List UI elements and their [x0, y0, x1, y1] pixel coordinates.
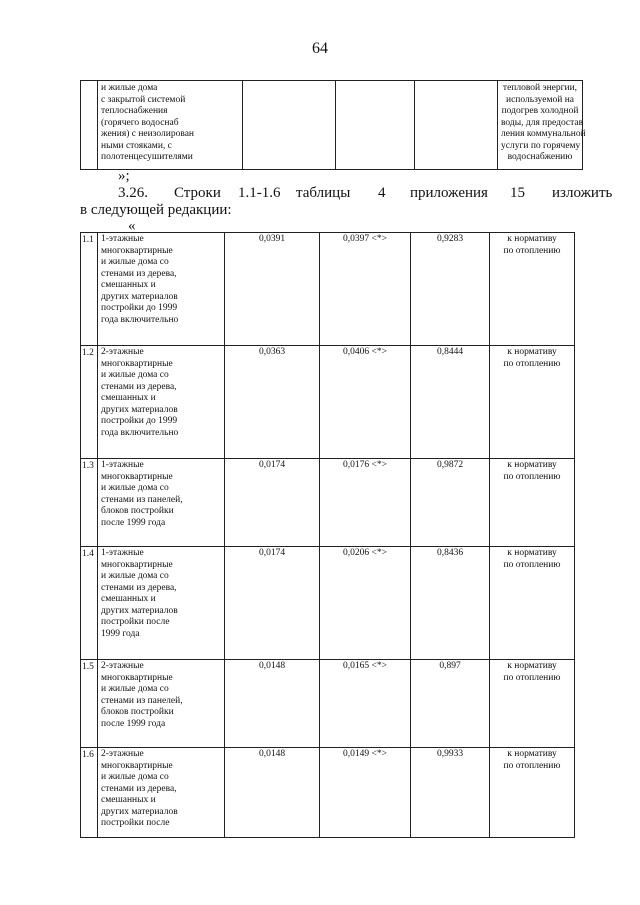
line: водоснабжению	[507, 152, 573, 162]
line: других материалов	[101, 605, 178, 616]
cell-value-3: 0,8436	[411, 547, 490, 660]
line: подогрев холодной	[501, 106, 579, 116]
cell-value-3: 0,8444	[411, 346, 490, 459]
table-row	[81, 233, 575, 346]
paragraph-word: 4	[378, 185, 386, 201]
table-row	[81, 660, 575, 748]
paragraph-word: приложения	[410, 185, 488, 201]
cell-value-1: 0,0148	[225, 660, 320, 748]
line: тепловой энергии,	[502, 83, 578, 93]
line: (горячего водоснаб	[101, 117, 179, 128]
paragraph-word: Строки	[174, 185, 221, 201]
cell-value-2: 0,0149 <*>	[320, 748, 411, 838]
line: с закрытой системой	[101, 94, 186, 105]
page-number: 64	[312, 40, 328, 57]
line: по отоплению	[503, 559, 561, 570]
table-row	[81, 81, 583, 170]
line: и жилые дома со	[101, 772, 169, 782]
line: к нормативу	[507, 548, 557, 558]
line: по отоплению	[503, 471, 561, 482]
line: к нормативу	[507, 460, 557, 470]
cell-value-1: 0,0148	[225, 748, 320, 838]
paragraph-line: в следующей редакции:	[80, 202, 232, 218]
line: постройки до 1999	[101, 416, 178, 426]
cell-number: 1.1	[81, 233, 98, 346]
paragraph-word: изложить	[552, 185, 613, 201]
line: после 1999 года	[101, 718, 166, 729]
line: 1-этажные	[101, 234, 144, 244]
line: смешанных и	[101, 280, 156, 290]
line: блоков постройки	[101, 707, 174, 717]
cell-number: 1.2	[81, 346, 98, 459]
table-row	[81, 346, 575, 459]
line: после 1999 года	[101, 517, 166, 528]
line: и жилые дома со	[101, 483, 169, 493]
line: постройки после	[101, 818, 170, 828]
continued-table	[80, 80, 586, 170]
paragraph-word: таблицы	[296, 185, 351, 201]
line: по отоплению	[503, 245, 561, 256]
line: стенами из дерева,	[101, 582, 177, 593]
cell-value-3: 0,897	[411, 660, 490, 748]
line: жения) с неизолирован	[101, 129, 195, 139]
paragraph-word: 15	[510, 185, 525, 201]
line: услуги по горячему	[501, 140, 581, 151]
cell-number: 1.4	[81, 547, 98, 660]
table-row	[81, 459, 575, 547]
line: к нормативу	[507, 749, 557, 759]
line: многоквартирные	[101, 471, 173, 482]
paragraph-word: 3.26.	[118, 185, 148, 201]
cell-description	[98, 459, 225, 547]
line: по отоплению	[503, 358, 561, 369]
table-row	[81, 748, 575, 838]
cell-empty	[415, 81, 498, 170]
line: стенами из панелей,	[101, 695, 183, 706]
cell-note	[498, 81, 586, 170]
cell-value-2: 0,0176 <*>	[320, 459, 411, 547]
line: многоквартирные	[101, 672, 173, 683]
cell-empty	[336, 81, 415, 170]
line: других материалов	[101, 291, 178, 302]
cell-number: 1.3	[81, 459, 98, 547]
cell-value-1: 0,0174	[225, 459, 320, 547]
line: к нормативу	[507, 347, 557, 357]
cell-description	[98, 748, 225, 838]
line: и жилые дома со	[101, 571, 169, 581]
line: постройки до 1999	[101, 303, 178, 313]
line: многоквартирные	[101, 358, 173, 369]
open-quote: «	[128, 218, 136, 234]
cell-value-2: 0,0165 <*>	[320, 660, 411, 748]
cell-empty	[243, 81, 336, 170]
cell-value-2: 0,0397 <*>	[320, 233, 411, 346]
line: стенами из дерева,	[101, 381, 177, 392]
line: постройки после	[101, 617, 170, 627]
line: полотенцесушителями	[101, 152, 193, 162]
cell-description	[98, 81, 243, 170]
line: и жилые дома со	[101, 684, 169, 694]
main-table	[80, 232, 575, 838]
line: используемой на	[506, 94, 574, 105]
cell-description	[98, 346, 225, 459]
cell-description	[98, 660, 225, 748]
line: смешанных и	[101, 594, 156, 604]
cell-number: 1.5	[81, 660, 98, 748]
line: и жилые дома	[101, 83, 158, 93]
cell-value-1: 0,0174	[225, 547, 320, 660]
line: блоков постройки	[101, 506, 174, 516]
line: к нормативу	[507, 661, 557, 671]
line: года включительно	[101, 314, 179, 325]
line: теплоснабжения	[101, 106, 168, 116]
line: других материалов	[101, 806, 178, 817]
line: к нормативу	[507, 234, 557, 244]
cell-description	[98, 547, 225, 660]
line: многоквартирные	[101, 559, 173, 570]
cell-value-2: 0,0406 <*>	[320, 346, 411, 459]
line: ления коммунальной	[501, 129, 586, 139]
line: 2-этажные	[101, 749, 144, 759]
line: воды, для предостав	[501, 117, 584, 128]
line: смешанных и	[101, 795, 156, 805]
line: года включительно	[101, 427, 179, 438]
line: стенами из дерева,	[101, 783, 177, 794]
cell-value-1: 0,0363	[225, 346, 320, 459]
line: стенами из панелей,	[101, 494, 183, 505]
cell-note	[490, 459, 575, 547]
cell-number: 1.6	[81, 748, 98, 838]
cell-value-3: 0,9283	[411, 233, 490, 346]
line: и жилые дома со	[101, 370, 169, 380]
table-row	[81, 547, 575, 660]
cell-value-3: 0,9872	[411, 459, 490, 547]
cell-description	[98, 233, 225, 346]
line: других материалов	[101, 404, 178, 415]
cell-value-1: 0,0391	[225, 233, 320, 346]
line: многоквартирные	[101, 245, 173, 256]
line: 2-этажные	[101, 347, 144, 357]
line: многоквартирные	[101, 760, 173, 771]
cell-note	[490, 346, 575, 459]
cell-note	[490, 748, 575, 838]
cell-note	[490, 547, 575, 660]
line: 2-этажные	[101, 661, 144, 671]
line: стенами из дерева,	[101, 268, 177, 279]
line: смешанных и	[101, 393, 156, 403]
line: 1-этажные	[101, 548, 144, 558]
line: и жилые дома со	[101, 257, 169, 267]
line: ными стояками, с	[101, 140, 172, 151]
cell-value-2: 0,0206 <*>	[320, 547, 411, 660]
cell-number	[81, 81, 98, 170]
line: 1-этажные	[101, 460, 144, 470]
paragraph-word: 1.1-1.6	[238, 185, 281, 201]
cell-value-3: 0,9933	[411, 748, 490, 838]
cell-note	[490, 660, 575, 748]
line: по отоплению	[503, 672, 561, 683]
cell-note	[490, 233, 575, 346]
line: 1999 года	[101, 628, 140, 639]
close-quote: »;	[118, 168, 130, 184]
line: по отоплению	[503, 760, 561, 771]
